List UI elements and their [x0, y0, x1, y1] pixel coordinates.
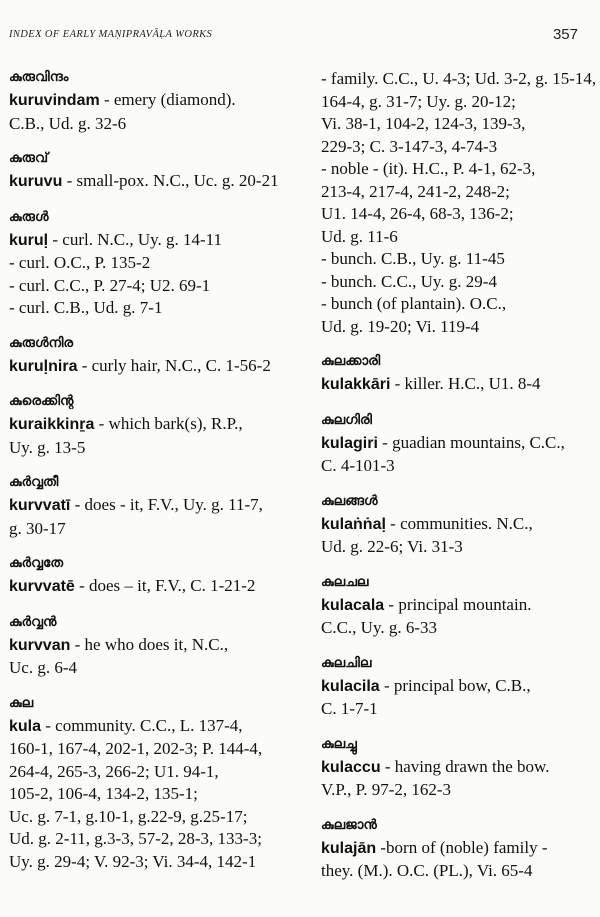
entry-gloss: Vi. 38-1, 104-2, 124-3, 139-3, [321, 114, 526, 133]
entry-line [9, 715, 285, 739]
entry-lemma: kulacala [321, 596, 385, 614]
entry-gloss: Ud. g. 11-6 [321, 226, 398, 246]
entry-gloss: Uy. g. 13-5 [9, 437, 86, 457]
entry-gloss: C.C., Uy. g. 6-33 [321, 618, 438, 637]
entry-gloss: - bunch. C.B., Uy. g. 11-45 [321, 249, 505, 268]
entry-line [321, 136, 591, 159]
entry-gloss: - killer. H.C., U1. 8-4 [390, 374, 541, 393]
index-entry [321, 654, 591, 721]
entry-line [9, 575, 285, 599]
entry-line [321, 316, 591, 339]
entry-line [9, 413, 285, 437]
entry-line [321, 617, 591, 640]
entry-line [321, 113, 591, 136]
index-entry [9, 149, 285, 194]
entry-gloss: -born of (noble) family - [376, 837, 548, 857]
entry-gloss: 164-4, g. 31-7; Uy. g. 20-12; [321, 91, 516, 111]
entry-line [321, 779, 591, 802]
entry-gloss: - having drawn the bow. [380, 756, 550, 776]
entry-lemma: kula [9, 717, 42, 735]
entry-gloss: - bunch. C.C., Uy. g. 29-4 [321, 271, 497, 291]
entry-headword: കുരുവ് [9, 150, 49, 166]
entry-lemma: kuraikkinṟa [9, 416, 95, 433]
entry-line [321, 271, 591, 294]
entry-line [9, 761, 285, 784]
page-number: 357 [552, 26, 578, 43]
entry-gloss: g. 30-17 [9, 518, 66, 538]
index-entry [9, 694, 285, 874]
entry-line [321, 594, 591, 618]
entry-line [9, 89, 285, 113]
entry-gloss: - family. C.C., U. 4-3; Ud. 3-2, g. 15-14, [321, 69, 597, 88]
entry-line [9, 851, 285, 874]
entry-gloss: 264-4, 265-3, 266-2; U1. 94-1, [9, 761, 219, 781]
entry-gloss: V.P., P. 97-2, 162-3 [321, 780, 452, 799]
index-entry [321, 573, 591, 640]
index-entry [9, 392, 285, 459]
entry-headword: കുലങ്ങൾ [321, 492, 378, 509]
entry-gloss: - guadian mountains, C.C., [377, 432, 565, 452]
entry-lemma: kulaṅṅaḷ [321, 515, 386, 533]
entry-gloss: - principal bow, C.B., [379, 675, 531, 695]
entry-line [321, 181, 591, 204]
entry-lemma: kurvvan [9, 636, 71, 654]
entry-line [321, 675, 591, 699]
entry-gloss: 160-1, 167-4, 202-1, 202-3; P. 144-4, [9, 739, 263, 758]
entry-gloss: - does - it, F.V., Uy. g. 11-7, [70, 495, 263, 514]
left-column [9, 68, 285, 887]
entry-line [9, 634, 285, 658]
entry-line [321, 455, 591, 478]
entry-line [321, 373, 591, 397]
entry-headword: കുരുൾ [9, 208, 49, 225]
entry-headword: കുല [9, 694, 34, 711]
entry-line [9, 437, 285, 460]
entry-gloss: - community. C.C., L. 137-4, [41, 715, 243, 735]
entry-gloss: U1. 14-4, 26-4, 68-3, 136-2; [321, 204, 514, 223]
entry-line [9, 738, 285, 761]
entry-gloss: Uc. g. 7-1, g.10-1, g.22-9, g.25-17; [9, 806, 248, 826]
entry-gloss: Uc. g. 6-4 [9, 658, 77, 677]
entry-lemma: kulajān [321, 839, 377, 857]
entry-gloss: - noble - (it). H.C., P. 4-1, 62-3, [321, 159, 536, 178]
entry-gloss: Ud. g. 22-6; Vi. 31-3 [321, 537, 463, 556]
index-entry [9, 208, 285, 320]
index-entry [9, 554, 285, 599]
entry-line [321, 860, 591, 883]
entry-line [9, 806, 285, 829]
entry-lemma: kuruvindam [9, 92, 100, 109]
entry-line [321, 203, 591, 226]
entry-gloss: 213-4, 217-4, 241-2, 248-2; [321, 181, 510, 201]
entry-line [9, 828, 285, 851]
index-entry [9, 334, 285, 379]
entry-gloss: - principal mountain. [384, 594, 532, 614]
entry-headword: കുലഗിരി [321, 411, 372, 428]
index-entry [321, 816, 591, 883]
entry-gloss: - curly hair, N.C., C. 1-56-2 [77, 355, 271, 375]
entry-gloss: 105-2, 106-4, 134-2, 135-1; [9, 784, 198, 803]
index-entry [321, 411, 591, 478]
entry-gloss: - curl. C.C., P. 27-4; U2. 69-1 [9, 275, 211, 295]
entry-line [9, 113, 285, 136]
entry-gloss: - curl. O.C., P. 135-2 [9, 253, 151, 272]
entry-line [9, 657, 285, 680]
entry-headword: കുലചല [321, 573, 369, 590]
entry-headword: കുർവ്വതീ [9, 474, 59, 490]
entry-headword: കുരുവിന്ദം [9, 69, 69, 85]
entry-lemma: kulacila [321, 677, 380, 695]
right-column [321, 68, 597, 897]
entry-gloss: C.B., Ud. g. 32-6 [9, 113, 127, 133]
entry-headword: കുർവ്വതേ [9, 555, 64, 571]
index-entry [321, 68, 597, 338]
entry-line [321, 293, 591, 316]
entry-line [321, 68, 597, 91]
entry-gloss: 229-3; C. 3-147-3, 4-74-3 [321, 136, 498, 156]
entry-line [321, 432, 591, 456]
entry-lemma: kurvvatē [9, 578, 75, 595]
index-entry [321, 492, 591, 559]
entry-gloss: Ud. g. 2-11, g.3-3, 57-2, 28-3, 133-3; [9, 829, 262, 848]
entry-gloss: - emery (diamond). [99, 90, 236, 109]
entry-gloss: - curl. N.C., Uy. g. 14-11 [48, 229, 223, 249]
entry-line [321, 158, 591, 181]
entry-gloss: Uy. g. 29-4; V. 92-3; Vi. 34-4, 142-1 [9, 851, 257, 871]
index-entry [321, 352, 591, 397]
entry-line [9, 494, 285, 518]
entry-line [9, 252, 285, 275]
entry-headword: കുരുൾനിര [9, 334, 74, 351]
entry-lemma: kulakkāri [321, 376, 391, 393]
index-entry [321, 735, 591, 802]
entry-line [9, 229, 285, 253]
entry-line [9, 275, 285, 298]
entry-line [9, 355, 285, 379]
entry-line [321, 756, 591, 780]
entry-line [321, 226, 591, 249]
entry-headword: കുലചില [321, 654, 372, 671]
entry-lemma: kulagiri [321, 434, 378, 452]
entry-gloss: - small-pox. N.C., Uc. g. 20-21 [62, 171, 279, 190]
entry-gloss: - does – it, F.V., C. 1-21-2 [74, 576, 256, 595]
entry-headword: കുരെക്കിന്റ [9, 393, 74, 409]
entry-gloss: - curl. C.B., Ud. g. 7-1 [9, 298, 163, 317]
entry-line [321, 513, 591, 537]
entry-line [321, 698, 591, 721]
entry-gloss: Ud. g. 19-20; Vi. 119-4 [321, 316, 480, 336]
index-entry [9, 68, 285, 135]
entry-gloss: C. 1-7-1 [321, 699, 378, 718]
entry-line [9, 297, 285, 320]
entry-line [9, 518, 285, 541]
entry-gloss: they. (M.). O.C. (PL.), Vi. 65-4 [321, 861, 533, 880]
entry-lemma: kuruḷnira [9, 357, 78, 375]
entry-headword: കുലജാൻ [321, 816, 377, 833]
entry-gloss: - bunch (of plantain). O.C., [321, 294, 507, 313]
entry-gloss: C. 4-101-3 [321, 456, 395, 475]
entry-lemma: kulaccu [321, 758, 381, 776]
entry-headword: കുലച്ചു [321, 735, 357, 752]
entry-line [321, 837, 591, 861]
entry-gloss: - which bark(s), R.P., [94, 414, 243, 433]
entry-headword: കുലക്കാരി [321, 353, 381, 369]
entry-line [9, 170, 285, 194]
entry-lemma: kuruvu [9, 173, 63, 190]
entry-gloss: - communities. N.C., [385, 513, 533, 533]
entry-headword: കുർവ്വൻ [9, 613, 57, 630]
entry-line [321, 536, 591, 559]
entry-line [321, 248, 591, 271]
entry-lemma: kurvvatī [9, 497, 71, 514]
entry-line [9, 783, 285, 806]
entry-lemma: kuruḷ [9, 231, 49, 249]
entry-gloss: - he who does it, N.C., [70, 634, 229, 654]
index-entry [9, 473, 285, 540]
running-head: INDEX OF EARLY MAṆIPRAVĀḶA WORKS [9, 29, 213, 40]
index-entry [9, 613, 285, 680]
entry-line [321, 91, 591, 114]
page-header [9, 26, 578, 46]
